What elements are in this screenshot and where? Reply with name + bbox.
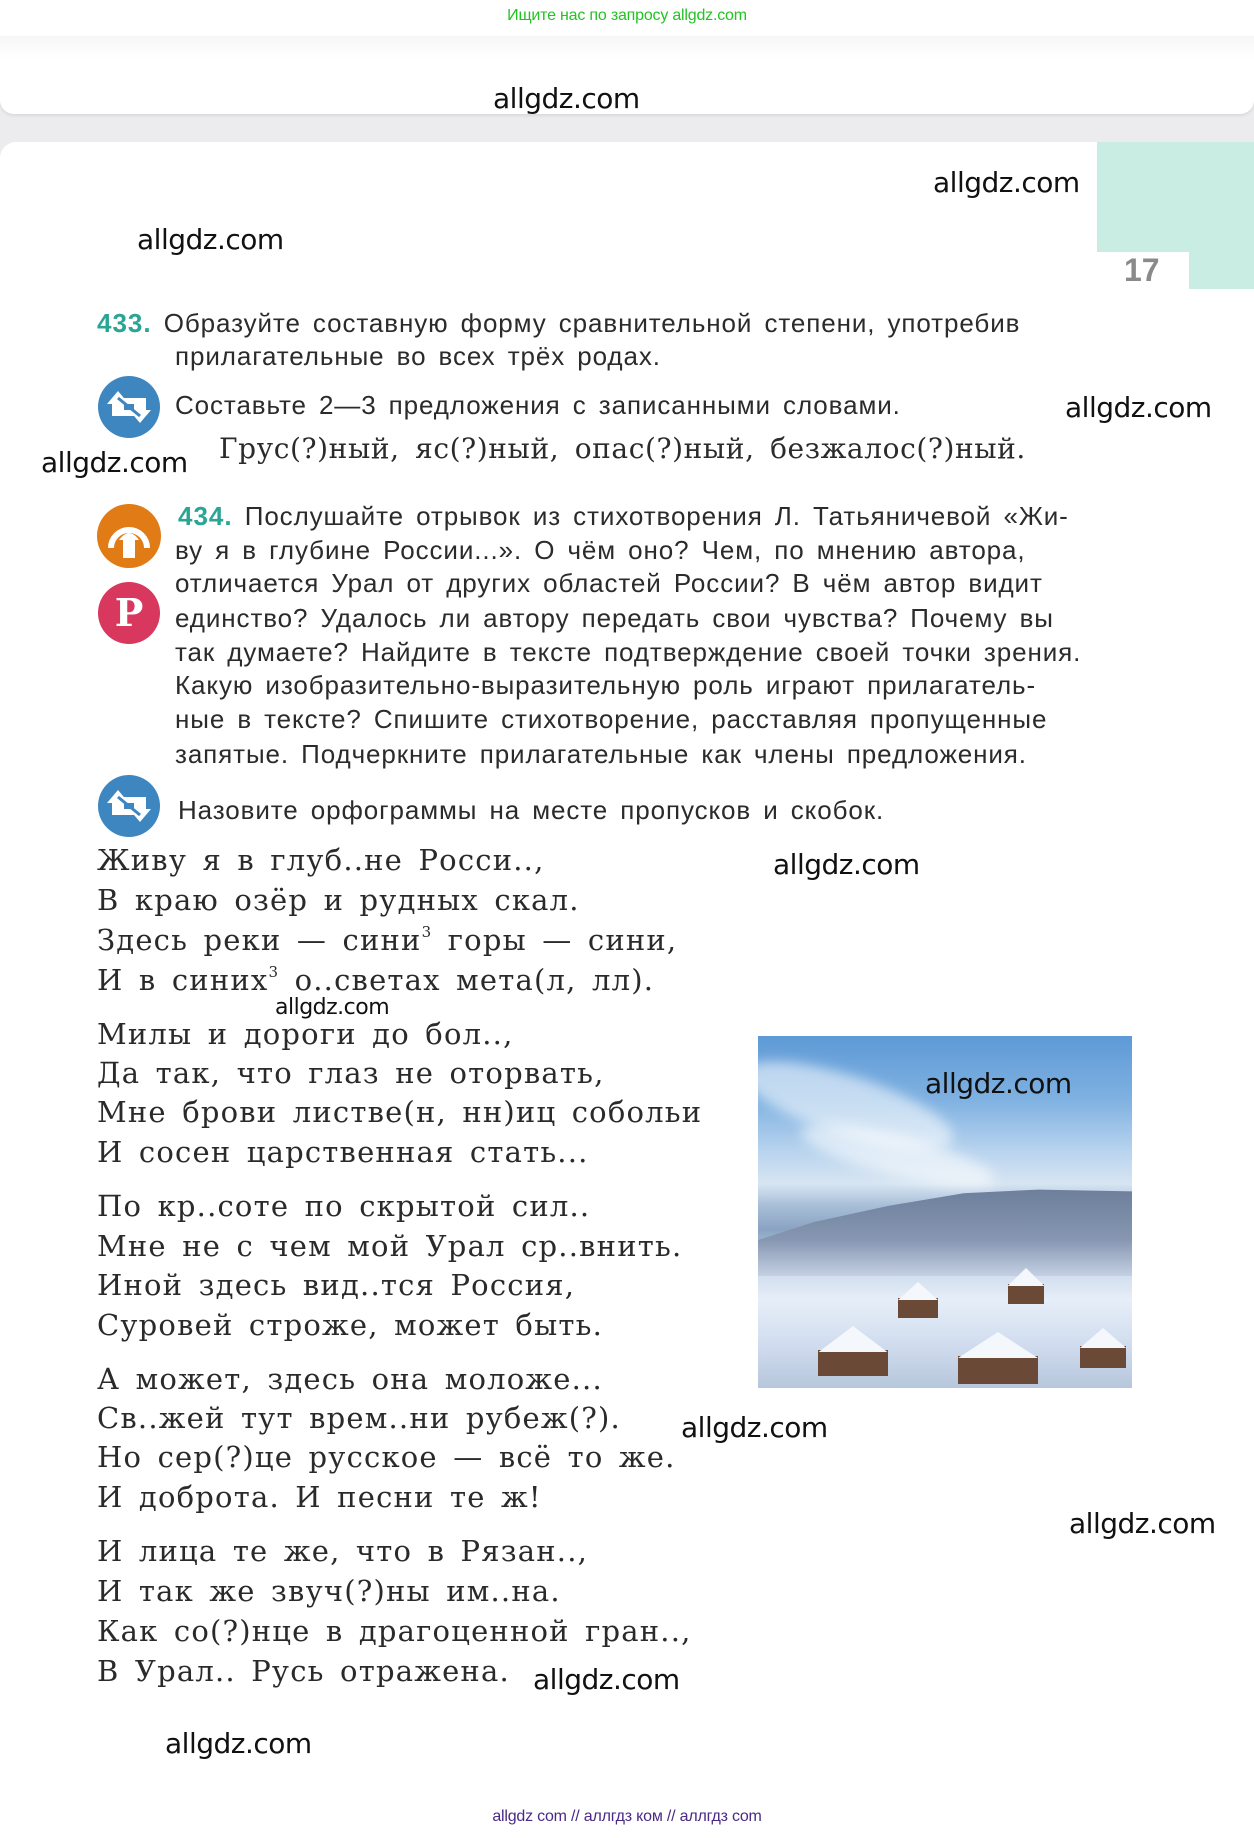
exercise-434-line-6: Какую изобразительно-выразительную роль играют прилагатель- bbox=[175, 670, 1037, 700]
poem-line: Мне не с чем мой Урал ср..внить. bbox=[97, 1229, 683, 1263]
exercise-434-text: Послушайте отрывок из стихотворения Л. Татьяничевой «Жи- bbox=[244, 501, 1069, 531]
footer-links[interactable]: allgdz com // аллгдз ком // аллгдз com bbox=[492, 1808, 762, 1825]
watermark: allgdz.com bbox=[681, 1411, 828, 1444]
top-promo-bar bbox=[0, 0, 1254, 36]
poem-line: Но сер(?)це русское — всё то же. bbox=[97, 1440, 676, 1474]
poem-line: И сосен царственная стать... bbox=[97, 1135, 589, 1169]
exercise-434-line-3: отличается Урал от других областей России? В чём автор видит bbox=[175, 568, 1043, 598]
exercise-433-number: 433. bbox=[97, 308, 152, 338]
exercise-433-task: Составьте 2—3 предложения с записанными словами. bbox=[175, 390, 901, 420]
headphones-icon bbox=[97, 504, 161, 568]
exercise-433-line-2: прилагательные во всех трёх родах. bbox=[175, 341, 661, 371]
watermark: allgdz.com bbox=[1065, 391, 1212, 424]
exercise-434-number: 434. bbox=[178, 501, 233, 531]
poem-line: И так же звуч(?)ны им..на. bbox=[97, 1574, 561, 1608]
exercise-434-task: Назовите орфограммы на месте пропусков и скобок. bbox=[178, 795, 885, 825]
watermark: allgdz.com bbox=[1069, 1507, 1216, 1540]
poem-line: Здесь реки — сини$^3$ горы — сини, bbox=[97, 923, 678, 957]
poem-line: Св..жей тут врем..ни рубеж(?). bbox=[97, 1401, 621, 1435]
poem-line: Иной здесь вид..тся Россия, bbox=[97, 1268, 576, 1302]
exercise-433-text: Образуйте составную форму сравнительной степени, употребив bbox=[163, 308, 1021, 338]
poem-line: Да так, что глаз не оторвать, bbox=[97, 1056, 605, 1090]
p-badge-icon: P bbox=[98, 582, 160, 644]
exercise-434-line-7: ные в тексте? Спишите стихотворение, расставляя пропущенные bbox=[175, 704, 1048, 734]
exercise-434-line-1 bbox=[178, 501, 1069, 532]
watermark: allgdz.com bbox=[925, 1067, 1072, 1100]
page-number: 17 bbox=[1124, 252, 1160, 288]
watermark: allgdz.com bbox=[533, 1663, 680, 1696]
poem-line: Как со(?)нце в драгоценной гран.., bbox=[97, 1614, 692, 1648]
exercise-434-line-4: единство? Удалось ли автору передать свои чувства? Почему вы bbox=[175, 603, 1054, 633]
poem-line: По кр..соте по скрытой сил.. bbox=[97, 1189, 591, 1223]
watermark: allgdz.com bbox=[275, 995, 390, 1020]
exercise-434-line-8: запятые. Подчеркните прилагательные как члены предложения. bbox=[175, 739, 1027, 769]
poem-line: Мне брови листве(н, нн)иц собольи bbox=[97, 1095, 703, 1129]
exercise-434-line-5: так думаете? Найдите в тексте подтверждение своей точки зрения. bbox=[175, 637, 1082, 667]
watermark: allgdz.com bbox=[41, 446, 188, 479]
reload-icon bbox=[98, 775, 160, 837]
poem-line: В Урал.. Русь отражена. bbox=[97, 1654, 510, 1688]
exercise-433-words: Грус(?)ный, яс(?)ный, опас(?)ный, безжалос(?)ный. bbox=[219, 432, 1026, 465]
poem-line: И в синих$^3$ о..светах мета(л, лл). bbox=[97, 963, 655, 997]
poem-line: И лица те же, что в Рязан.., bbox=[97, 1534, 589, 1568]
watermark: allgdz.com bbox=[137, 223, 284, 256]
poem-line: Суровей строже, может быть. bbox=[97, 1308, 604, 1342]
exercise-433-line-1 bbox=[97, 308, 1020, 339]
exercise-434-line-2: ву я в глубине России...». О чём оно? Чем, по мнению автора, bbox=[175, 535, 1026, 565]
watermark: allgdz.com bbox=[165, 1727, 312, 1760]
reload-icon bbox=[98, 376, 160, 438]
watermark: allgdz.com bbox=[493, 82, 640, 115]
poem-line: И доброта. И песни те ж! bbox=[97, 1480, 542, 1514]
poem-line: Живу я в глуб..не Росси.., bbox=[97, 843, 545, 877]
poem-line: В краю озёр и рудных скал. bbox=[97, 883, 580, 917]
poem-line: Милы и дороги до бол.., bbox=[97, 1017, 514, 1051]
poem-line: А может, здесь она моложе... bbox=[97, 1362, 603, 1396]
watermark: allgdz.com bbox=[773, 848, 920, 881]
promo-text[interactable]: Ищите нас по запросу allgdz.com bbox=[507, 7, 747, 24]
watermark: allgdz.com bbox=[933, 166, 1080, 199]
